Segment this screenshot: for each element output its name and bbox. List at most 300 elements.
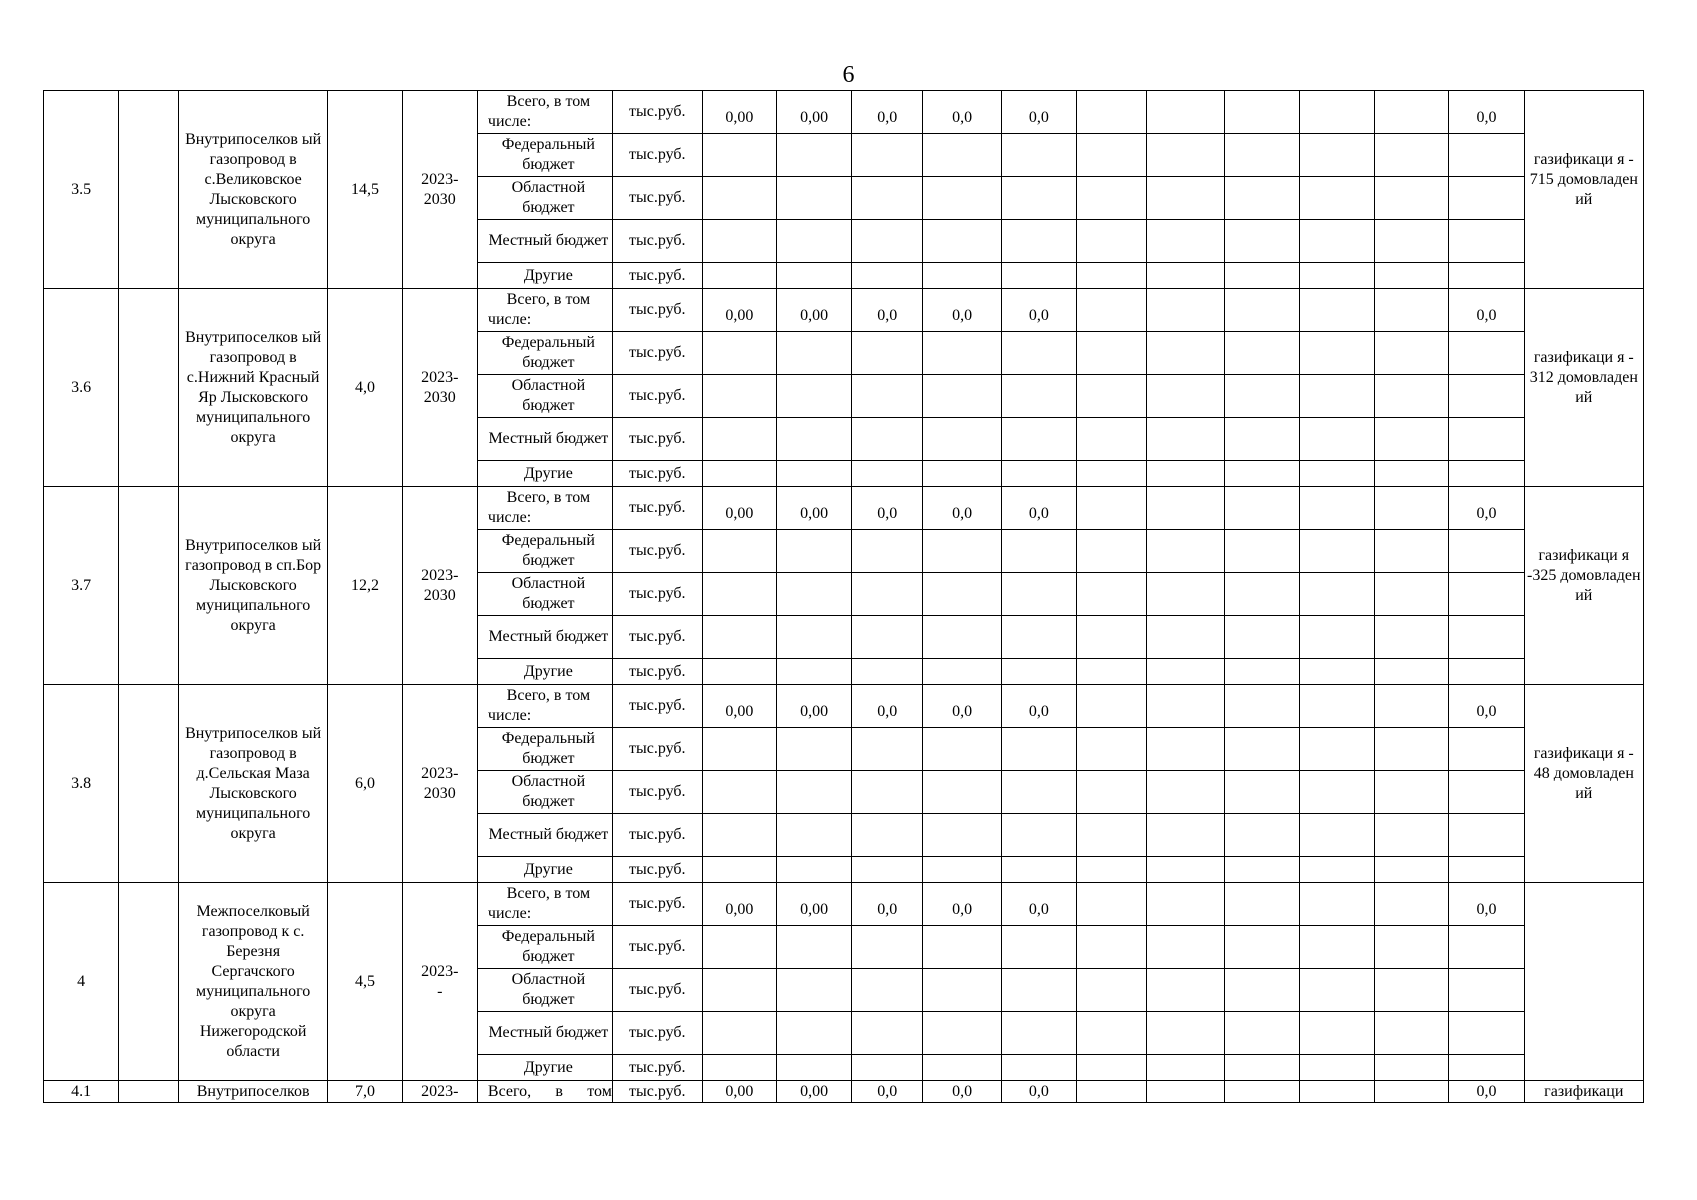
value-cell — [1147, 461, 1224, 487]
value-cell — [1375, 220, 1449, 263]
source-label: Областной бюджет — [477, 177, 612, 220]
value-cell: 0,0 — [852, 1081, 923, 1103]
value-cell — [1077, 263, 1147, 289]
value-cell — [1077, 616, 1147, 659]
value-cell — [1299, 573, 1374, 616]
value-cell — [1299, 616, 1374, 659]
source-label: Другие — [477, 461, 612, 487]
value-cell — [1299, 134, 1374, 177]
value-cell — [1375, 375, 1449, 418]
value-cell — [1001, 220, 1076, 263]
value-cell — [852, 134, 923, 177]
value-cell — [1375, 771, 1449, 814]
period-end: 2030 — [423, 190, 456, 208]
unit-label: тыс.руб. — [612, 461, 702, 487]
value-cell — [1299, 969, 1374, 1012]
value-cell — [1001, 332, 1076, 375]
value-cell: 0,00 — [776, 883, 851, 926]
result-cell — [1524, 883, 1643, 1081]
source-label: Местный бюджет — [477, 418, 612, 461]
value-cell: 0,0 — [852, 685, 923, 728]
value-cell — [852, 530, 923, 573]
value-cell: 0,00 — [702, 91, 776, 134]
value-cell — [923, 418, 1001, 461]
value-cell — [1224, 1012, 1299, 1055]
value-cell — [702, 177, 776, 220]
value-cell — [1299, 487, 1374, 530]
value-cell: 0,0 — [923, 685, 1001, 728]
value-cell — [1375, 289, 1449, 332]
value-cell: 0,00 — [776, 91, 851, 134]
sum-cell: 0,0 — [1449, 487, 1524, 530]
value-cell — [1375, 134, 1449, 177]
value-cell: 0,0 — [923, 883, 1001, 926]
value-cell — [1001, 573, 1076, 616]
length-value: 14,5 — [328, 91, 402, 289]
value-cell — [1147, 332, 1224, 375]
length-value: 4,0 — [328, 289, 402, 487]
value-cell — [702, 728, 776, 771]
value-cell — [1001, 926, 1076, 969]
value-cell: 0,00 — [702, 487, 776, 530]
value-cell — [1147, 289, 1224, 332]
value-cell — [1077, 926, 1147, 969]
value-cell — [1001, 814, 1076, 857]
sum-cell — [1449, 616, 1524, 659]
length-value: 6,0 — [328, 685, 402, 883]
source-label: Местный бюджет — [477, 220, 612, 263]
result-text: газификаци я - 312 домовладен ий — [1529, 348, 1638, 406]
value-cell: 0,0 — [923, 289, 1001, 332]
value-cell — [1375, 814, 1449, 857]
value-cell — [1224, 685, 1299, 728]
result-cell — [1524, 685, 1643, 883]
financing-table — [43, 90, 1644, 1103]
value-cell — [776, 659, 851, 685]
source-label: Другие — [477, 263, 612, 289]
sum-cell — [1449, 177, 1524, 220]
value-cell — [1224, 659, 1299, 685]
value-cell — [1147, 1012, 1224, 1055]
period-start: 2023- — [421, 566, 459, 584]
value-cell — [1077, 289, 1147, 332]
source-label: Всего, в том числе: — [477, 289, 612, 332]
value-cell — [776, 616, 851, 659]
object-name: Внутрипоселков ый газопровод в д.Сельская Маза Лысковского муниципального округа — [178, 685, 328, 883]
unit-label: тыс.руб. — [612, 289, 702, 332]
value-cell — [776, 1012, 851, 1055]
value-cell — [1147, 263, 1224, 289]
object-name: Внутрипоселков ый газопровод в с.Великовское Лысковского муниципального округа — [178, 91, 328, 289]
object-name: Внутрипоселков ый газопровод в с.Нижний Красный Яр Лысковского муниципального округа — [178, 289, 328, 487]
value-cell — [1375, 616, 1449, 659]
value-cell — [1375, 659, 1449, 685]
value-cell — [1299, 883, 1374, 926]
value-cell: 0,0 — [923, 487, 1001, 530]
unit-label: тыс.руб. — [612, 91, 702, 134]
value-cell — [1375, 487, 1449, 530]
value-cell — [923, 573, 1001, 616]
value-cell — [702, 857, 776, 883]
value-cell — [1224, 616, 1299, 659]
result-text: газификаци я - 48 домовладен ий — [1533, 744, 1634, 802]
value-cell — [1077, 1081, 1147, 1103]
value-cell — [702, 461, 776, 487]
value-cell — [1077, 857, 1147, 883]
value-cell — [1077, 177, 1147, 220]
period-start: 2023- — [421, 764, 459, 782]
value-cell — [1224, 728, 1299, 771]
value-cell: 0,00 — [702, 883, 776, 926]
source-label: Федеральный бюджет — [477, 530, 612, 573]
value-cell — [1147, 1081, 1224, 1103]
value-cell — [1299, 263, 1374, 289]
period-value — [402, 487, 477, 685]
sum-cell — [1449, 332, 1524, 375]
value-cell — [1299, 857, 1374, 883]
table-row-last — [44, 1081, 1644, 1103]
value-cell — [1147, 883, 1224, 926]
value-cell — [1147, 1055, 1224, 1081]
value-cell — [1077, 375, 1147, 418]
period-value: 2023- — [402, 1081, 477, 1103]
value-cell: 0,00 — [702, 1081, 776, 1103]
value-cell — [1224, 573, 1299, 616]
value-cell: 0,0 — [1001, 1081, 1076, 1103]
value-cell — [776, 332, 851, 375]
value-cell — [1299, 375, 1374, 418]
value-cell — [1224, 926, 1299, 969]
value-cell — [1001, 530, 1076, 573]
sum-cell — [1449, 134, 1524, 177]
value-cell — [1224, 814, 1299, 857]
value-cell — [1299, 685, 1374, 728]
unit-label: тыс.руб. — [612, 332, 702, 375]
value-cell — [702, 616, 776, 659]
value-cell — [852, 728, 923, 771]
value-cell — [776, 814, 851, 857]
value-cell — [923, 177, 1001, 220]
row-number: 4 — [44, 883, 119, 1081]
result-cell — [1524, 487, 1643, 685]
value-cell: 0,00 — [776, 487, 851, 530]
period-end: 2030 — [423, 388, 456, 406]
value-cell — [1224, 530, 1299, 573]
source-label: Другие — [477, 659, 612, 685]
value-cell — [1299, 177, 1374, 220]
value-cell — [1147, 573, 1224, 616]
value-cell — [1077, 487, 1147, 530]
source-label: Федеральный бюджет — [477, 926, 612, 969]
sum-cell — [1449, 659, 1524, 685]
value-cell — [852, 1055, 923, 1081]
value-cell — [1147, 969, 1224, 1012]
value-cell — [1147, 91, 1224, 134]
row-number: 3.6 — [44, 289, 119, 487]
sum-cell — [1449, 969, 1524, 1012]
value-cell — [923, 1012, 1001, 1055]
value-cell: 0,0 — [852, 289, 923, 332]
row-number: 3.5 — [44, 91, 119, 289]
table-row — [44, 883, 1644, 926]
source-label: Всего, в том числе: — [477, 487, 612, 530]
value-cell — [1299, 418, 1374, 461]
value-cell — [1001, 857, 1076, 883]
value-cell — [702, 418, 776, 461]
value-cell — [1147, 177, 1224, 220]
value-cell — [1001, 1055, 1076, 1081]
unit-label: тыс.руб. — [612, 530, 702, 573]
unit-label: тыс.руб. — [612, 616, 702, 659]
value-cell — [702, 1012, 776, 1055]
value-cell — [1299, 771, 1374, 814]
table-row — [44, 487, 1644, 530]
value-cell — [1299, 332, 1374, 375]
sum-cell — [1449, 573, 1524, 616]
row-number: 3.7 — [44, 487, 119, 685]
value-cell — [776, 530, 851, 573]
value-cell — [1224, 375, 1299, 418]
value-cell — [1375, 263, 1449, 289]
row-number: 3.8 — [44, 685, 119, 883]
value-cell — [852, 375, 923, 418]
source-label: Всего, в том числе: — [477, 883, 612, 926]
value-cell: 0,0 — [1001, 289, 1076, 332]
source-label: Областной бюджет — [477, 573, 612, 616]
unit-label: тыс.руб. — [612, 857, 702, 883]
value-cell — [852, 926, 923, 969]
sum-cell — [1449, 220, 1524, 263]
value-cell — [1147, 487, 1224, 530]
value-cell — [1299, 1012, 1374, 1055]
value-cell — [1147, 926, 1224, 969]
sum-cell — [1449, 461, 1524, 487]
value-cell — [702, 263, 776, 289]
value-cell — [1375, 573, 1449, 616]
source-label: Областной бюджет — [477, 375, 612, 418]
value-cell — [1375, 926, 1449, 969]
sum-cell — [1449, 375, 1524, 418]
value-cell — [702, 1055, 776, 1081]
empty-cell — [119, 289, 179, 487]
value-cell — [923, 659, 1001, 685]
sum-cell: 0,0 — [1449, 289, 1524, 332]
value-cell — [1299, 91, 1374, 134]
value-cell: 0,0 — [852, 883, 923, 926]
sum-cell — [1449, 263, 1524, 289]
value-cell — [1077, 134, 1147, 177]
value-cell — [1299, 289, 1374, 332]
table-row — [44, 91, 1644, 134]
value-cell — [1375, 530, 1449, 573]
value-cell — [852, 857, 923, 883]
value-cell — [1147, 375, 1224, 418]
value-cell — [776, 969, 851, 1012]
value-cell — [923, 263, 1001, 289]
value-cell — [1001, 461, 1076, 487]
source-label: Всего, в том числе: — [477, 685, 612, 728]
value-cell: 0,00 — [776, 289, 851, 332]
sum-cell — [1449, 926, 1524, 969]
value-cell — [923, 530, 1001, 573]
value-cell — [776, 177, 851, 220]
value-cell — [1375, 418, 1449, 461]
value-cell — [1299, 659, 1374, 685]
value-cell — [852, 659, 923, 685]
value-cell — [1224, 177, 1299, 220]
value-cell — [852, 1012, 923, 1055]
value-cell — [1375, 1012, 1449, 1055]
value-cell — [1001, 134, 1076, 177]
unit-label: тыс.руб. — [612, 771, 702, 814]
value-cell — [1001, 418, 1076, 461]
value-cell — [1001, 375, 1076, 418]
value-cell — [1224, 91, 1299, 134]
period-value — [402, 289, 477, 487]
value-cell: 0,00 — [776, 1081, 851, 1103]
value-cell — [702, 134, 776, 177]
unit-label: тыс.руб. — [612, 1055, 702, 1081]
unit-label: тыс.руб. — [612, 1081, 702, 1103]
unit-label: тыс.руб. — [612, 220, 702, 263]
value-cell — [923, 134, 1001, 177]
value-cell — [1147, 728, 1224, 771]
value-cell — [1375, 685, 1449, 728]
sum-cell: 0,0 — [1449, 685, 1524, 728]
value-cell — [702, 659, 776, 685]
value-cell — [1375, 728, 1449, 771]
value-cell — [1077, 530, 1147, 573]
value-cell — [1299, 1081, 1374, 1103]
value-cell — [776, 418, 851, 461]
value-cell — [1224, 857, 1299, 883]
value-cell — [1077, 332, 1147, 375]
value-cell — [1224, 263, 1299, 289]
value-cell — [923, 1055, 1001, 1081]
source-label: Областной бюджет — [477, 771, 612, 814]
source-label: Областной бюджет — [477, 969, 612, 1012]
value-cell — [1224, 883, 1299, 926]
source-label: Федеральный бюджет — [477, 332, 612, 375]
value-cell — [1077, 685, 1147, 728]
value-cell — [923, 814, 1001, 857]
value-cell — [1147, 418, 1224, 461]
unit-label: тыс.руб. — [612, 134, 702, 177]
empty-cell — [119, 487, 179, 685]
sum-cell — [1449, 814, 1524, 857]
value-cell — [923, 616, 1001, 659]
value-cell — [852, 573, 923, 616]
result-cell — [1524, 289, 1643, 487]
value-cell: 0,0 — [1001, 685, 1076, 728]
sum-cell — [1449, 728, 1524, 771]
value-cell — [1224, 134, 1299, 177]
value-cell — [776, 926, 851, 969]
value-cell — [1147, 771, 1224, 814]
unit-label: тыс.руб. — [612, 375, 702, 418]
value-cell: 0,0 — [1001, 883, 1076, 926]
source-label: Всего, в том — [477, 1081, 612, 1103]
length-value: 12,2 — [328, 487, 402, 685]
result-cell: газификаци — [1524, 1081, 1643, 1103]
sum-cell: 0,0 — [1449, 1081, 1524, 1103]
value-cell — [923, 375, 1001, 418]
value-cell — [1077, 418, 1147, 461]
value-cell — [776, 134, 851, 177]
period-value — [402, 91, 477, 289]
value-cell — [1299, 814, 1374, 857]
value-cell: 0,0 — [1001, 487, 1076, 530]
value-cell — [1077, 461, 1147, 487]
value-cell — [852, 814, 923, 857]
empty-cell — [119, 685, 179, 883]
value-cell — [1077, 1012, 1147, 1055]
value-cell — [776, 263, 851, 289]
period-start: 2023- — [421, 170, 459, 188]
value-cell — [1147, 659, 1224, 685]
value-cell — [1224, 418, 1299, 461]
value-cell — [1375, 461, 1449, 487]
value-cell — [852, 969, 923, 1012]
value-cell — [1299, 1055, 1374, 1081]
value-cell — [1224, 461, 1299, 487]
value-cell — [776, 728, 851, 771]
value-cell — [1299, 728, 1374, 771]
table-row — [44, 289, 1644, 332]
value-cell: 0,0 — [923, 91, 1001, 134]
source-label: Федеральный бюджет — [477, 134, 612, 177]
value-cell — [1224, 289, 1299, 332]
value-cell — [1077, 1055, 1147, 1081]
value-cell — [1299, 220, 1374, 263]
sum-cell — [1449, 1055, 1524, 1081]
unit-label: тыс.руб. — [612, 1012, 702, 1055]
value-cell — [852, 616, 923, 659]
empty-cell — [119, 883, 179, 1081]
length-value: 4,5 — [328, 883, 402, 1081]
unit-label: тыс.руб. — [612, 177, 702, 220]
value-cell — [776, 461, 851, 487]
result-text: газификаци я - 715 домовладен ий — [1529, 150, 1638, 208]
value-cell — [1147, 685, 1224, 728]
value-cell — [923, 926, 1001, 969]
page-number: 6 — [842, 62, 855, 88]
value-cell — [1375, 1055, 1449, 1081]
source-label: Всего, в том числе: — [477, 91, 612, 134]
value-cell — [1147, 616, 1224, 659]
length-value: 7,0 — [328, 1081, 402, 1103]
period-start: 2023- — [421, 962, 459, 980]
value-cell — [702, 814, 776, 857]
value-cell — [702, 969, 776, 1012]
row-number: 4.1 — [44, 1081, 119, 1103]
value-cell — [1001, 771, 1076, 814]
result-cell — [1524, 91, 1643, 289]
value-cell — [1147, 530, 1224, 573]
unit-label: тыс.руб. — [612, 728, 702, 771]
table-row — [44, 685, 1644, 728]
period-value — [402, 883, 477, 1081]
value-cell — [702, 771, 776, 814]
value-cell — [852, 332, 923, 375]
value-cell — [1147, 857, 1224, 883]
period-value — [402, 685, 477, 883]
value-cell: 0,0 — [923, 1081, 1001, 1103]
value-cell — [1077, 771, 1147, 814]
value-cell — [1077, 220, 1147, 263]
unit-label: тыс.руб. — [612, 926, 702, 969]
value-cell — [923, 857, 1001, 883]
